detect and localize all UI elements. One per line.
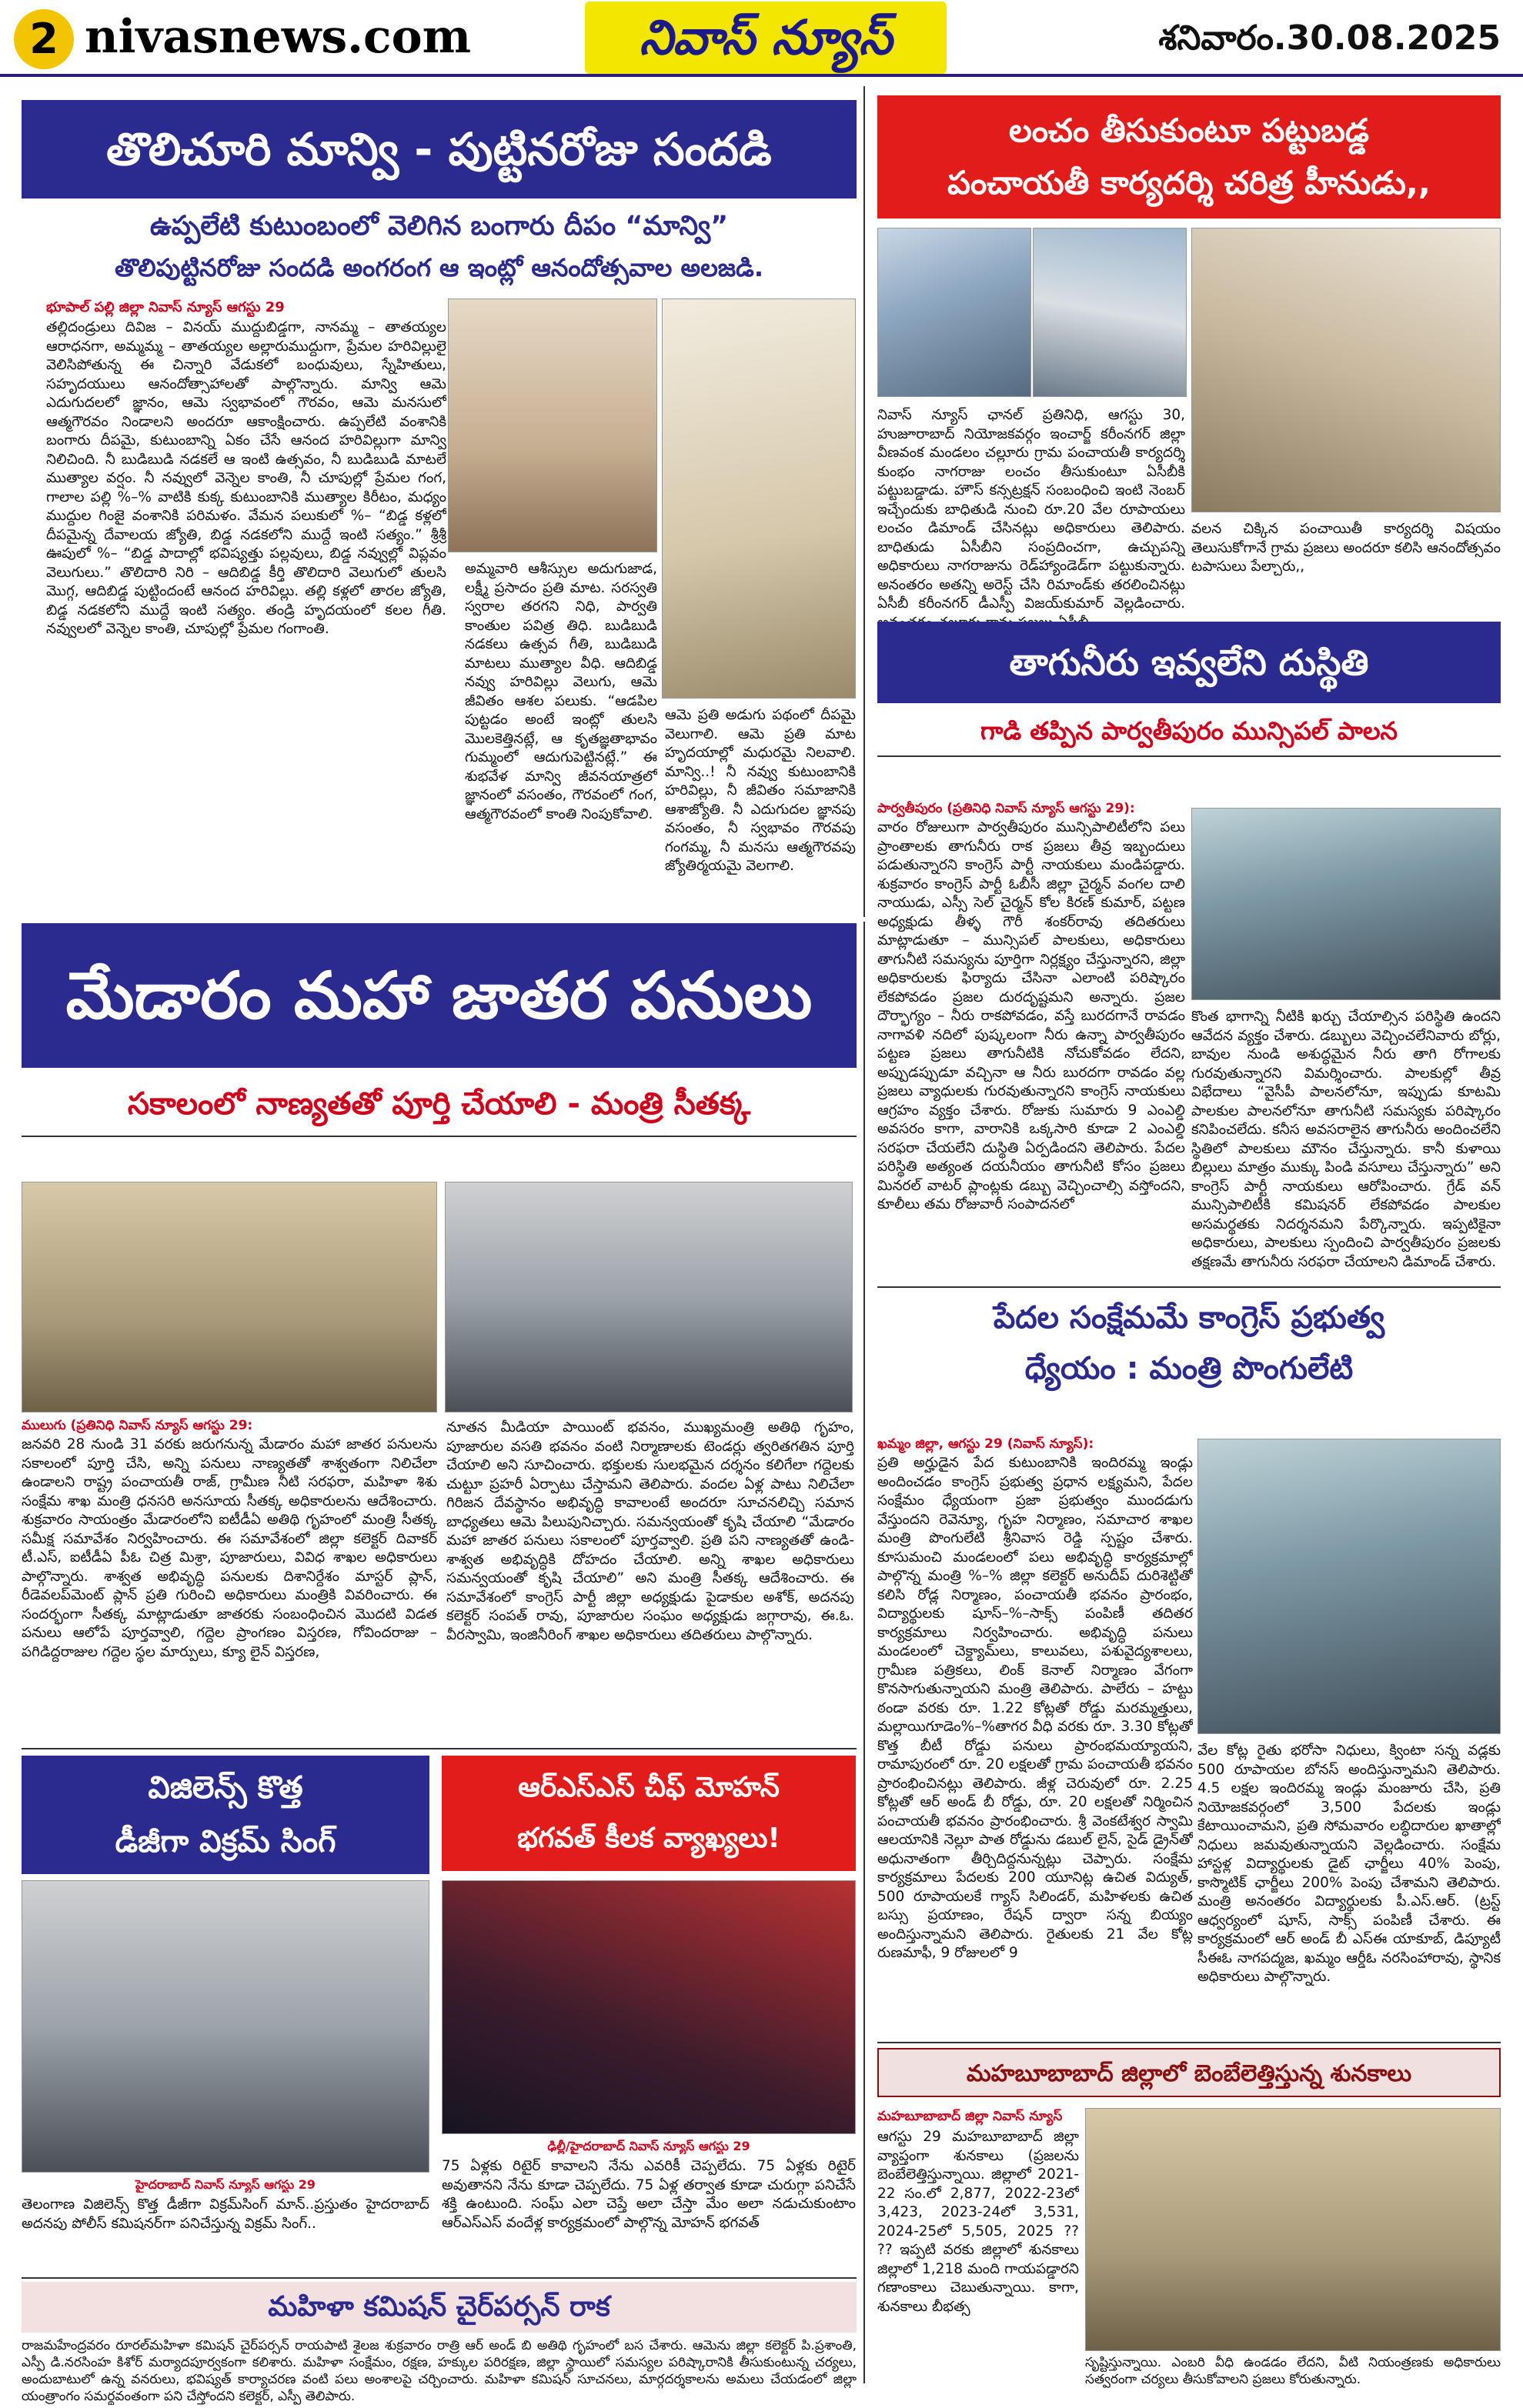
story4-body-left: జనవరి 28 నుండి 31 వరకు జరుగనున్న మేడారం మహా జాతర పనులను సకాలంలో పూర్తి చేసి, అన్ని పనులు నాణ్యతతో శాశ్వతంగా నిలిచేలా ఉండాలని రాష్ట్ర పంచాయతీ రాజ్, గ్రామీణ నీటి సరఫరా, మహిళా శిశు సంక్షేమ శాఖ మంత్రి ధనసరి అనసూయ సీతక్క అధికారులను ఆదేశించారు. శుక్రవారం సాయంత్రం మేడారంలోని ఐటీడీఏ అతిథి గృహంలో మంత్రి సీతక్క సమీక్ష సమావేశం నిర్వహించారు. ఈ సమావేశంలో జిల్లా కలెక్టర్ దివాకర్ టీ.ఎస్, ఐటీడీఏ పీఓ చిత్ర మిశ్రా, పూజారులు, వివిధ శాఖల అధికారులు పాల్గొన్నారు. శాశ్వత అభివృద్ధి పనులకు దిశానిర్దేశం మాస్టర్ ప్లాన్, రీడెవలప్‌మెంట్ ప్లాన్ ప్రతి గురించి అధికారులు మంత్రికి వివరించారు. ఈ సందర్భంగా సీతక్క మాట్లాడుతూ జాతరకు సంబంధించిన మొదటి విడత పనులు ఆలోపే పూర్తవ్వాలి, గద్దెల ప్రాంగణం విస్తరణ, గోవిందరాజు – పగిడిద్దరాజుల గద్దెల స్థల మార్పులు, క్యూ లైన్ విస్తరణ, xyxy=(22,1436,437,1660)
story2-headline-line-1: లంచం తీసుకుంటూ పట్టుబడ్డ xyxy=(1008,112,1370,149)
story6-headline-line-1: విజిలెన్స్ కొత్త xyxy=(148,1770,303,1806)
story3-byline: పార్వతీపురం (ప్రతినిధి నివాస్ న్యూస్ ఆగస్టు 29): xyxy=(877,801,1135,816)
story7-photo-speaker xyxy=(442,1880,856,2134)
story6-headline-line-2: డీజీగా విక్రమ్ సింగ్ xyxy=(115,1824,336,1859)
story5-photo xyxy=(1197,1439,1501,1734)
story1-column-2: అమ్మవారి ఆశీస్సుల అదుగుజాడ, లక్ష్మీ ప్రసాదం ప్రతి మాట. సరస్వతి స్వరాల తరగని నిధి, పార్వతి కాంతుల పవిత్ర తిధి. బుడిబుడి నడకలు ఉత్సవ గీతి, బుడిబుడి మాటలు ముత్యాల వీధి. ఆదిబిడ్డ నవ్వు హరివిల్లు వెలుగు, ఆమె జీవితం ఆశల పలుకు. “ఆడపిల పుట్టడం అంటే ఇంట్లో తులసి మొలకెత్తినట్లే, ఆ కృతజ్ఞతాభావం గుమ్మంలో ఆదుగుపెట్టినట్లే.” ఈ శుభవేళ మాన్వి జీవనయాత్రలో జ్ఞానంలో వసంతం, గౌరవంలో గంగ, ఆత్మగౌరవంలో కాంతి నింపుకోవాలి. xyxy=(465,561,657,822)
story1-column-3: ఆమె ప్రతి అడుగు పథంలో దీపమై వెలుగాలి. ఆమె ప్రతి మాట హృదయాల్లో మధురమై నిలవాలి. మాన్వి..! నీ నవ్వు కుటుంబానికి హరివిల్లు, నీ జీవితం సమాజానికి ఆశాజ్యోతి. నీ ఎదుగుదల జ్ఞానపు వసంతం, నీ స్వభావం గౌరవపు గంగమ్మ, నీ మనసు ఆత్మగౌరవపు జ్యోతిర్మయమై వెలగాలి. xyxy=(665,707,856,874)
story1-byline: భూపాల్ పల్లి జిల్లా నివాస్ న్యూస్ ఆగస్టు 29 xyxy=(46,299,285,315)
story4-byline: ములుగు (ప్రతినిధి నివాస్ న్యూస్ ఆగస్టు 29: xyxy=(22,1418,253,1433)
page-number: 2 xyxy=(14,9,74,69)
story1-headline: తొలిచూరి మాన్వి - పుట్టినరోజు సందడి xyxy=(22,100,857,198)
divider xyxy=(877,2042,1501,2043)
divider xyxy=(22,2277,857,2279)
story4-headline: మేడారం మహా జాతర పనులు xyxy=(22,923,857,1068)
story3-photo xyxy=(1191,808,1501,1000)
story6-byline: హైదరాబాద్ నివాస్ న్యూస్ ఆగస్టు 29 xyxy=(135,2177,316,2192)
story7-body: 75 ఏళ్లకు రిటైర్ కావాలని నేను ఎవరికీ చెప్పలేదు. 75 ఏళ్లకు రిటైర్ అవుతానని నేను కూడా చెప్పలేదు. 75 ఏళ్ల తర్వాత కూడా చురుగ్గా పనిచేసే శక్తి ఉంటుంది. సంఘ్ ఎలా చెప్తే అలా చేస్తా మేం అలా నడుచుకుంటాం ఆర్ఎస్ఎస్ వందేళ్ల కార్యక్రమంలో పాల్గొన్న మోహన్ భగవత్ xyxy=(442,2158,856,2231)
divider xyxy=(22,1136,857,1137)
story5-headline-line-2: ధ్యేయం : మంత్రి పొంగులేటి xyxy=(1024,1351,1354,1386)
story5-headline-line-1: పేదల సంక్షేమమే కాంగ్రెస్ ప్రభుత్వ xyxy=(993,1300,1385,1336)
story4-subheadline: సకాలంలో నాణ్యతతో పూర్తి చేయాలి - మంత్రి సీతక్క xyxy=(127,1086,751,1122)
story1-subheadline-2: తొలిపుట్టినరోజు సందడి అంగరంగ ఆ ఇంట్లో ఆనందోత్సవాల అలజడి. xyxy=(114,253,764,282)
story5-body-left: ప్రతి అర్హుడైన పేద కుటుంబానికి ఇందిరమ్మ ఇండ్లు అందించడం కాంగ్రెస్ ప్రభుత్వ ప్రధాన లక్ష్యమని, పేదల సంక్షేమం ధ్యేయంగా ప్రజా ప్రభుత్వం ముందడుగు వేస్తుందని రెవెన్యూ, గృహ నిర్మాణం, సమాచార శాఖల మంత్రి పొంగులేటి శ్రీనివాస రెడ్డి స్పష్టం చేశారు. కూసుమంచి మండలంలో పలు అభివృద్ధి కార్యక్రమాల్లో పాల్గొన్న మంత్రి %–% జిల్లా కలెక్టర్ అనుదీప్ దురిశెట్టితో కలిసి రోడ్ల నిర్మాణం, పంచాయతీ భవనం ప్రారంభం, విద్యార్థులకు షూస్–%–సాక్స్ పంపిణీ తదితర కార్యక్రమాలు నిర్వహించారు. అభివృద్ధి పనులు మండలంలో చెక్డ్యామ్‌లు, కాలువలు, పశువైద్యశాలలు, గ్రామీణ పత్రికలు, లింక్ కెనాల్ నిర్మాణం వేగంగా కొనసాగుతున్నాయని మంత్రి తెలిపారు. పాలేరు – హట్టు ఠండా వరకు రూ. 1.22 కోట్లతో రోడ్డు మరమ్మత్తులు, మల్లాయిగూడెం%–%తాగర వీధి వరకు రూ. 3.30 కోట్లతో కొత్త బీటీ రోడ్డు పనులు ప్రారంభమయ్యాయని, రామాపురంలో రూ. 20 లక్షలతో గ్రామ పంచాయతీ భవనం ప్రారంభించినట్లు తెలిపారు. జీళ్ల చెరువులో రూ. 2.25 కోట్లతో ఆర్ అండ్ బీ రోడ్డు, రూ. 20 లక్షలతో నిర్మించిన పంచాయతీ భవనం ప్రారంభించారు. శ్రీ వెంకటేశ్వర స్వామి ఆలయానికి నెల్లూ పాత రోడ్డును డబుల్ లైన్, సైడ్ డ్రైన్‌తో అధునాతంగా తీర్చిదిద్దనున్నట్లు చెప్పారు. సంక్షేమ కార్యక్రమాలు పేదలకు 200 యూనిట్ల ఉచిత విద్యుత్, 500 రూపాయలకే గ్యాస్ సిలిండర్, మహిళలకు ఉచిత బస్సు ప్రయాణం, రేషన్ ద్వారా సన్న బియ్యం అందిస్తున్నామని తెలిపారు. రైతులకు 21 వేల కోట్ల రుణమాఫీ, 9 రోజులలో 9 xyxy=(877,1455,1193,1961)
story5-byline: ఖమ్మం జిల్లా, ఆగస్టు 29 (నివాస్ న్యూస్): xyxy=(877,1436,1094,1452)
story1-subheadline: ఉప్పలేటి కుటుంబంలో వెలిగిన బంగారు దీపం “మాన్వి” xyxy=(149,211,729,242)
story8-photo-dogs xyxy=(1085,2108,1501,2351)
story4-body-right: నూతన మీడియా పాయింట్ భవనం, ముఖ్యమంత్రి అతిథి గృహం, పూజారుల వసతి భవనం వంటి నిర్మాణాలకు టెండర్లు త్వరితగతిన పూర్తి చేయాలి అని సూచించారు. భక్తులకు సులభమైన దర్శనం కలిగేలా గద్దెలకు చుట్టూ ప్రహరీ ఏర్పాటు చేస్తామని తెలిపారు. వందల ఏళ్ల పాటు నిలిచేలా గిరిజన దేవస్థానం అభివృద్ధి కావాలంటే అందరూ సూచనలిచ్చి సమాన బాధ్యతలు ఆమె పిలుపునిచ్చారు. సమన్వయంతో కృషి చేయాలి “మేడారం మహా జాతర పనులు సకాలంలో పూర్తవ్వాలి. ప్రతి పని నాణ్యతతో ఉండి-శాశ్వత అభివృద్ధికి దోహదం చేయాలి. అన్ని శాఖల అధికారులు సమన్వయంతో కృషి చేయాలి” అని మంత్రి సీతక్క ఆదేశించారు. ఈ సమావేశంలో కాంగ్రెస్ పార్టీ జిల్లా అధ్యక్షుడు పైడాకుల అశోక్, అదనపు కలెక్టర్ సంపత్ రావు, పూజారుల సంఘం అధ్యక్షుడు జగ్గారావు, ఈ.ఓ. వీరస్వామి, ఇంజినీరింగ్ శాఖల అధికారులు తదితరులు పాల్గొన్నారు. xyxy=(446,1419,854,1643)
story8-body: ఆగస్టు 29 మహబూబాబాద్ జిల్లా వ్యాప్తంగా శునకాలు (ప్రజలను బెంబేలెత్తిస్తున్నాయి. జిల్లాలో 2021-22 సం.లో 2,877, 2022-23లో 3,423, 2023-24లో 3,531, 2024-25లో 5,505, 2025 ?? ?? ఇప్పటి వరకు జిల్లాలో శునకాలు జిల్లాలో 1,218 మంది గాయపడ్డారని గణాంకాలు చెబుతున్నాయి. కాగా, శునకాలు బీభత్స xyxy=(877,2129,1079,2315)
story2-body-right: వలన చిక్కిన పంచాయితీ కార్యదర్శి విషయం తెలుసుకోగానే గ్రామ ప్రజలు అందరూ కలిసి ఆనందోత్సవం టపాసులు పేల్చారు,, xyxy=(1191,521,1501,575)
story5-headline xyxy=(877,1292,1501,1394)
story7-byline: ఢిల్లీ/హైదరాబాద్ నివాస్ న్యూస్ ఆగస్టు 29 xyxy=(547,2139,750,2153)
story2-photo-2 xyxy=(1033,228,1187,397)
story6-photo-officer xyxy=(22,1880,429,2173)
story9-headline: మహిళా కమిషన్ చైర్‌పర్సన్ రాక xyxy=(22,2282,857,2333)
story6-headline xyxy=(22,1756,429,1874)
story3-body-right: కొంత భాగాన్ని నీటికి ఖర్చు చేయాల్సిన పరిస్థితి ఉందని ఆవేదన వ్యక్తం చేశారు. డబ్బులు వెచ్చించలేనివారు బోర్లు, బావుల నుండి అశుద్ధమైన నీరు తాగి రోగాలకు గురవుతున్నారని విమర్శించారు. పాలకుల్లో తీవ్ర విభేదాలు “వైసీపీ పాలనలోనూ, ఇప్పుడు కూటమి పాలకుల పాలనలోనూ తాగునీటి సమస్యకు పరిష్కారం కనిపించలేదు. కనీస అవసరాలైన తాగునీరు అందించలేని స్థితిలో పాలకులు మౌనం చేస్తున్నారు. కానీ కుళాయి బిల్లులు మాత్రం ముక్కు పిండి వసూలు చేస్తున్నారు” అని కాంగ్రెస్ పార్టీ నాయకులు ఆరోపించారు. గ్రేడ్ వన్ మున్సిపాలిటీకి కమిషనర్ లేకపోవడం పాలకుల అసమర్థతకు నిదర్శనమని పేర్కొన్నారు. ఇప్పటికైనా అధికారులు, పాలకులు స్పందించి పార్వతీపురం ప్రజలకు తక్షణమే తాగునీరు సరఫరా చేయాలని డిమాండ్ చేశారు. xyxy=(1191,1009,1501,1270)
story1-photo-child-2 xyxy=(662,298,856,699)
story1-photo-child-1 xyxy=(448,298,657,552)
divider xyxy=(877,755,1501,757)
divider xyxy=(22,1748,857,1749)
story3-body-left: వారం రోజులుగా పార్వతీపురం మున్సిపాలిటీలోని పలు ప్రాంతాలకు తాగునీరు రాక ప్రజలు తీవ్ర ఇబ్బందులు పడుతున్నారని కాంగ్రెస్ పార్టీ నాయకులు మండిపడ్డారు. శుక్రవారం కాంగ్రెస్ పార్టీ ఓబీసీ జిల్లా చైర్మన్ వంగల దాలి నాయుడు, ఎస్సీ సెల్ చైర్మన్ కోల కిరణ్ కుమార్, పట్టణ అధ్యక్షుడు తీళ్ళ గౌరీ శంకర్‌రావు తదితరులు మాట్లాడుతూ – మున్సిపల్ పాలకులు, అధికారులు తాగునీటి సమస్యను పూర్తిగా నిర్లక్ష్యం చేస్తున్నారని, జిల్లా అధికారులకు ఫిర్యాదు చేసినా ఎలాంటి పరిష్కారం లేకపోవడం ప్రజల దురదృష్టమని అన్నారు. ప్రజల దౌర్భాగ్యం – నీరు రాకపోవడం, వస్తే బురదగానే రావడం నాగావళి నదిలో పుష్కలంగా నీరు ఉన్నా పార్వతీపురం పట్టణ ప్రజలు తాగునీటికి నోచుకోవడం లేదని, అప్పుడప్పుడూ వచ్చినా ఆ నీరు బురదగా రావడం వల్ల ప్రజలు వ్యాధులకు గురవుతున్నారని కాంగ్రెస్ నాయకులు ఆగ్రహం వ్యక్తం చేశారు. రోజుకు సుమారు 9 ఎంఎల్డి అవసరం కాగా, వారానికి ఒక్కసారి కూడా 2 ఎంఎల్డి సరఫరా చేయలేని దుస్థితి ఏర్పడిందని తెలిపారు. పేదల పరిస్థితి అత్యంత దయనీయం తాగునీటి కోసం ప్రజలు మినరల్ వాటర్ ప్లాంట్లకు డబ్బు వెచ్చించాల్సి వస్తోందని, కూలీలు తమ రోజువారీ సంపాదనలో xyxy=(877,819,1185,1212)
newspaper-brand-logo: నివాస్ న్యూస్ xyxy=(585,2,947,74)
story2-body: నివాస్ న్యూస్ ఛానల్ ప్రతినిధి, ఆగస్టు 30, హుజూరాబాద్ నియోజకవర్గం ఇంచార్జ్ కరీంనగర్ జిల్లా వీణవంక మండలం చల్లూరు గ్రామ పంచాయతీ కార్యదర్శి కుంభం నాగరాజు లంచం తీసుకుంటూ ఏసీబీకి పట్టుబడ్డాడు. హౌస్ కన్సట్రక్షన్ సంబంధించి ఇంటి నెంబర్ ఇచ్చేందుకు బాధితుడి నుంచి రూ.20 వేల రూపాయలు లంచం డిమాండ్ చేసినట్లు అధికారులు తెలిపారు. బాధితుడు ఏసీబీని సంప్రదించగా, ఉచ్చుపన్ని అధికారులు నాగరాజును రెడ్‌హ్యాండెడ్‌గా పట్టుకున్నారు. అనంతరం అతన్ని అరెస్ట్ చేసి రిమాండ్‌కు తరలించినట్లు ఏసీబీ కరీంనగర్ డీఎస్పీ విజయ్‌కుమార్ వెల్లడించారు. xyxy=(877,407,1185,612)
story8-headline: మహబూబాబాద్ జిల్లాలో బెంబేలెత్తిస్తున్న శునకాలు xyxy=(877,2048,1501,2097)
story8-byline: మహబూబాబాద్ జిల్లా నివాస్ న్యూస్ xyxy=(877,2109,1063,2124)
divider xyxy=(877,1286,1501,1288)
story7-headline-line-1: ఆర్ఎస్ఎస్ చీఫ్ మోహన్ xyxy=(518,1772,780,1803)
story4-photo-1 xyxy=(22,1182,437,1412)
story2-photo-3 xyxy=(1191,228,1501,512)
story7-headline-line-2: భగవత్ కీలక వ్యాఖ్యలు! xyxy=(517,1823,780,1854)
story2-photo-1 xyxy=(877,228,1031,397)
story1-column-1: తల్లిదండ్రులు దివిజ – వినయ్ ముద్దుబిడ్డగా, నానమ్మ – తాతయ్యల ఆరాధనగా, అమ్మమ్మ – తాతయ్యల అల్లారుముద్దుగా, ప్రేమల హరివిల్లులై వెలిసిపోతున్న ఈ చిన్నారి వేడుకలో బంధువులు, స్నేహితులు, సహృదయులు ఆనందోత్సాహాలతో పాల్గొన్నారు. మాన్వి ఆమె ఎదుగుదలలో జ్ఞానం, ఆమె స్వభావంలో గౌరవం, ఆమె మనసులో ఆత్మగౌరవం నిండాలని అందరూ ఆకాంక్షించారు. ఉప్పలేటి వంశానికి బంగారు దీపమై, కుటుంబాన్ని ఏకం చేసే ఆనంద హరివిల్లుగా మాన్వి నిలిచింది. నీ బుడిబుడి నడకలే ఆ ఇంటి ఉత్సవం, నీ బుడిబుడి మాటలే ముత్యాల వర్షం. నీ నవ్వులో వెన్నెల కాంతి, నీ చూపుల్లో ప్రేమల గంగ, గాలాల పల్లి %–% వాటికి కుక్క కుటుంబానికి ముత్యాల కిరీటం, మధ్యం ముద్దుల గింజై వంశానికి పరిమళం. వేమన పలుకులో %– “బిడ్డ కళ్లలో దీపమైన్న దేవాలయ జ్యోతి, బిడ్డ నడకలోని ముద్దే ఇంటి సత్యం.” శ్రీశ్రీ ఊపులో %– “బిడ్డ పాదాల్లో భవిష్యత్తు పల్లవులు, బిడ్డ నవ్వుల్లో విప్లవం వెలుగులు.” తొలిదారి నిరి – ఆదిబిడ్డ కీర్తి తొలిదారి వెలుగులో తులసి మొగ్గ, ఆదిబిడ్డ పుట్టిందంటే ఆనంద హరివిల్లు. తల్లి కళ్లలో తారల జ్యోతి, బిడ్డ నడకలోని ముద్దే ఇంటి సత్యం. తండ్రి హృదయంలో కలల గీతి. నవ్వులలో వెన్నెల కాంతి, చూపుల్లో ప్రేమల గంగాంతి. xyxy=(46,319,446,637)
story8-body-right: సృష్టిస్తున్నాయి. ఎంబరి వీధి ఉండడం లేదని, వీటి నియంత్రణకు అధికారులు సత్వరంగా చర్యలు తీసుకోవాలని ప్రజలు కోరుతున్నారు. xyxy=(1085,2355,1501,2387)
story4-photo-2 xyxy=(445,1182,853,1412)
column-divider xyxy=(863,922,865,2383)
story5-body-right: వేల కోట్ల రైతు భరోసా నిధులు, క్వింటా సన్న వడ్లకు 500 రూపాయల బోనస్ అందిస్తున్నామని తెలిపారు. 4.5 లక్షల ఇందిరమ్మ ఇండ్లు మంజూరు చేసి, ప్రతి నియోజకవర్గంలో 3,500 పేదలకు ఇండ్లు కేటాయించామని, ప్రతి సోమవారం లబ్ధిదారుల ఖాతాల్లో నిధులు జమవుతున్నాయని వెల్లడించారు. సంక్షేమ హాస్టళ్ల విద్యార్థులకు డైట్ ఛార్జీలు 40% పెంపు, కాస్మొటిక్ ఛార్జీలు 200% పెంపు చేశామని తెలిపారు. మంత్రి అనంతరం విద్యార్థులకు పీ.ఎస్.ఆర్. (ట్రస్ట్ ఆధ్వర్యంలో షూస్, సాక్స్ పంపిణీ చేశారు. ఈ కార్యక్రమంలో ఆర్ అండ్ బీ ఎస్ఈ యాకూబ్, డిప్యూటీ సీఈఓ నాగపద్మజ, ఖమ్మం ఆర్డీఓ నరసింహారావు, స్థానిక అధికారులు పాల్గొన్నారు. xyxy=(1197,1743,1501,1985)
story6-body: తెలంగాణ విజిలెన్స్ కొత్త డీజీగా విక్రమ్‌సింగ్ మాన్..ప్రస్తుతం హైదరాబాద్ అదనపు పోలీస్ కమిషనర్‌గా పనిచేస్తున్న విక్రమ్ సింగ్.. xyxy=(22,2196,429,2232)
story2-headline xyxy=(877,95,1501,218)
site-name[interactable]: nivasnews.com xyxy=(85,10,472,64)
story3-subheadline: గాడి తప్పిన పార్వతీపురం మున్సిపల్ పాలన xyxy=(980,716,1398,745)
issue-date: శనివారం.30.08.2025 xyxy=(1158,18,1501,58)
story9-body: రాజమహేంద్రవరం రూరల్‌మహిళా కమిషన్ చైర్‌పర్సన్ రాయపాటి శైలజ శుక్రవారం రాత్రి ఆర్ అండ్ బి అతిథి గృహంలో బస చేశారు. ఆమెను జిల్లా కలెక్టర్ పి.ప్రశాంతి, ఎస్పీ డి.నరసింహ కిశోర్ మర్యాదపూర్వకంగా కలిశారు. మహిళా సంక్షేమం, రక్షణ, హక్కుల పరిరక్షణ, జిల్లా స్థాయిలో సమస్యల పరిష్కారానికి తీసుకుంటున్న చర్యలు, అందుబాటులో ఉన్న వనరులు, భవిష్యత్ కార్యాచరణ వంటి పలు అంశాలపై చర్చించారు. మహిళా కమిషన్ సూచనలు, మార్గదర్శకాలను అమలు చేయడంలో జిల్లా యంత్రాంగం సమర్థవంతంగా పని చేస్తోందని కలెక్టర్, ఎస్పీ తెలిపారు. xyxy=(22,2338,857,2404)
column-divider xyxy=(863,86,865,917)
story3-headline: తాగునీరు ఇవ్వలేని దుస్థితి xyxy=(877,622,1501,703)
story7-headline xyxy=(442,1756,856,1871)
story2-headline-line-2: పంచాయతీ కార్యదర్శి చరిత్ర హీనుడు,, xyxy=(947,164,1431,202)
